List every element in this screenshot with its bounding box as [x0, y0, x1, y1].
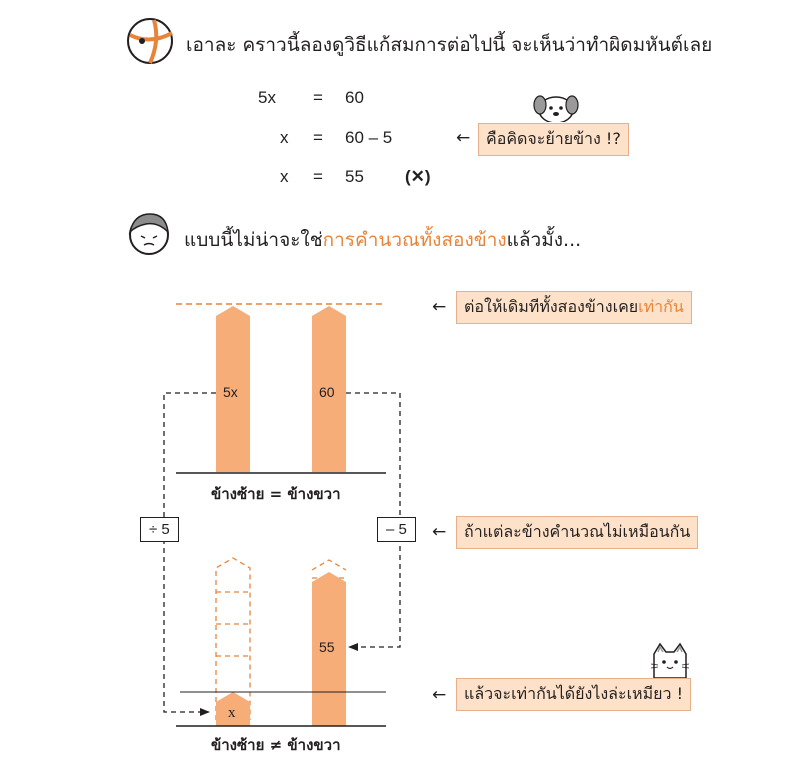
- equation-2-lhs: x: [280, 128, 289, 147]
- top-right-bar-label: 60: [319, 384, 335, 400]
- note-2: ถ้าแต่ละข้างคำนวณไม่เหมือนกัน: [456, 516, 698, 549]
- wrong-mark: (✕): [405, 167, 431, 186]
- ghost-right-bar-top: [312, 560, 346, 570]
- dog-note-arrow: ←: [456, 128, 471, 148]
- note-3: แล้วจะเท่ากันได้ยังไงล่ะเหมียว !: [456, 678, 691, 711]
- bottom-base-label: ข้างซ้าย ≠ ข้างขวา: [211, 736, 341, 754]
- bottom-right-bar-label: 55: [319, 639, 335, 655]
- left-operation-box: ÷ 5: [140, 517, 179, 542]
- equation-1-lhs: 5x: [258, 88, 276, 107]
- note-2-arrow: ←: [432, 522, 447, 542]
- equation-1-rhs: 60: [345, 88, 364, 107]
- note-1-highlight: เท่ากัน: [638, 297, 684, 316]
- left-flow-arrowhead: [200, 708, 210, 716]
- equation-3-lhs: x: [280, 167, 289, 186]
- comment-highlight: การคำนวณทั้งสองข้าง: [322, 229, 507, 251]
- equation-2-op: =: [313, 128, 323, 147]
- right-operation-box: – 5: [377, 517, 416, 542]
- equation-3-op: =: [313, 167, 323, 186]
- right-flow-arrowhead: [348, 643, 358, 651]
- note-1-arrow: ←: [432, 297, 447, 317]
- equation-2-rhs: 60 – 5: [345, 128, 393, 147]
- equation-3-rhs: 55: [345, 167, 364, 186]
- cat-peeking-icon: [648, 642, 692, 678]
- equation-1-op: =: [313, 88, 323, 107]
- note-3-arrow: ←: [432, 685, 447, 705]
- note-1: ต่อให้เดิมทีทั้งสองข้างเคยเท่ากัน: [456, 291, 692, 324]
- left-flow-line: [164, 393, 216, 712]
- intro-text: เอาละ คราวนี้ลองดูวิธีแก้สมการต่อไปนี้ จะเห็นว่าทำผิดมหันต์เลย: [186, 34, 713, 56]
- top-left-bar-label: 5x: [223, 384, 238, 400]
- dog-note: คือคิดจะย้ายข้าง !?: [478, 123, 629, 156]
- comment-text: แบบนี้ไม่น่าจะใช่การคำนวณทั้งสองข้างแล้วมั้ง...: [184, 229, 582, 251]
- top-base-label: ข้างซ้าย = ข้างขวา: [211, 485, 341, 503]
- bottom-left-bar-label: x: [228, 705, 236, 721]
